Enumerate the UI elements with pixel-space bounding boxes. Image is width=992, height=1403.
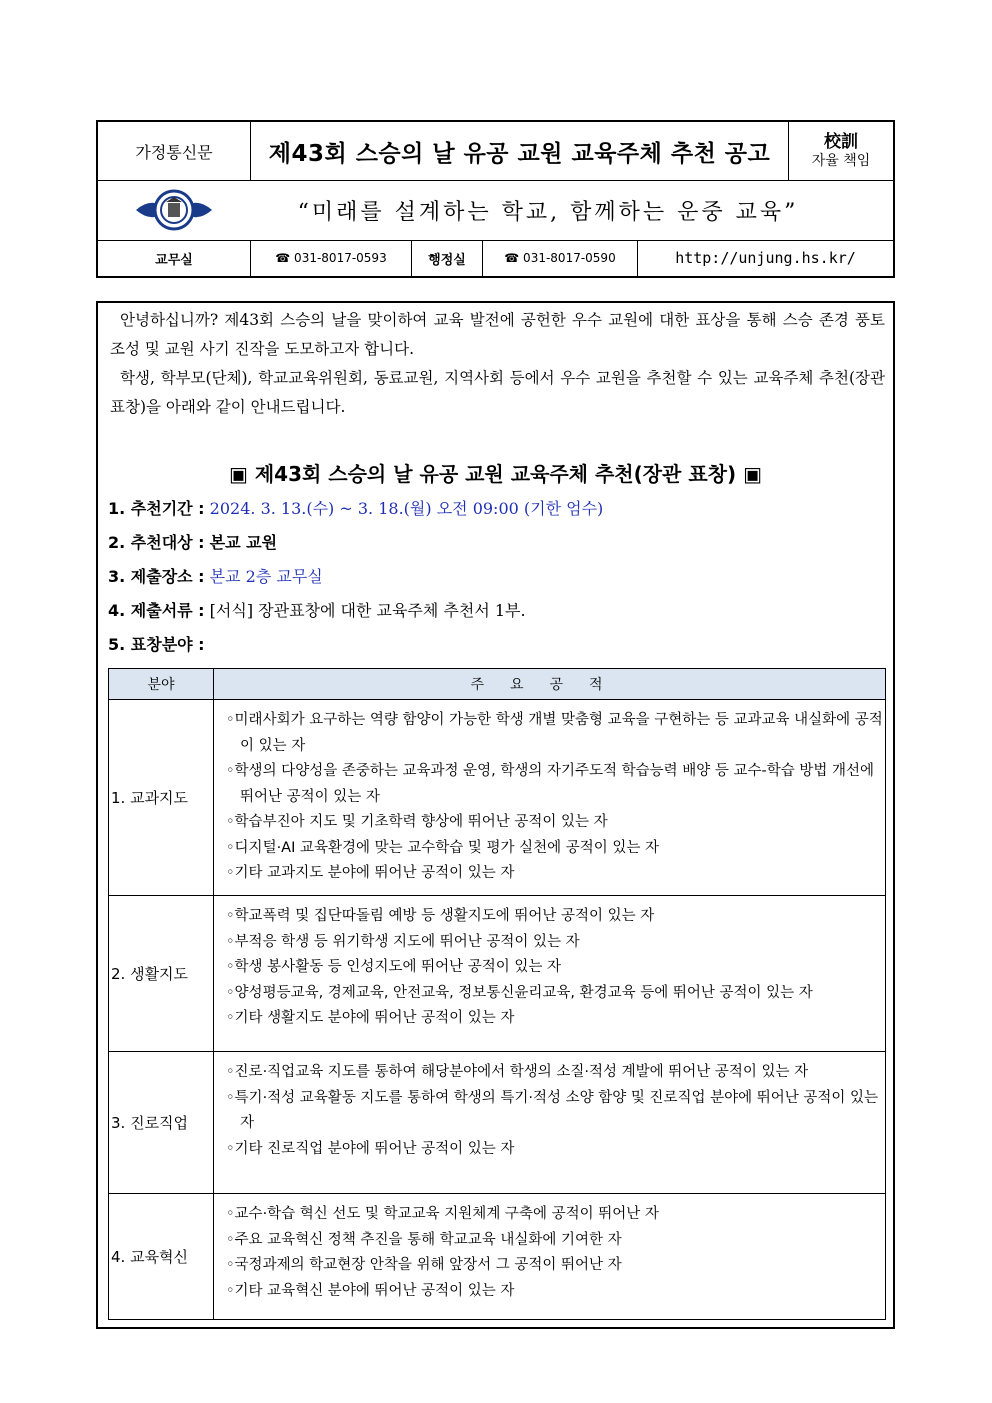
- item-place-value: 본교 2층 교무실: [209, 567, 323, 586]
- item-target: [108, 530, 277, 553]
- section-title: ▣ 제43회 스승의 날 유공 교원 교육주체 추천(장관 표창) ▣: [229, 462, 762, 486]
- item-field: [108, 632, 205, 655]
- row-items: [214, 1052, 886, 1194]
- list-item: ◦부적응 학생 등 위기학생 지도에 뛰어난 공적이 있는 자: [226, 933, 580, 950]
- list-item: ◦학습부진아 지도 및 기초학력 향상에 뛰어난 공적이 있는 자: [226, 814, 608, 830]
- row-category: 2. 생활지도: [109, 896, 214, 1052]
- table-row: [109, 896, 886, 1052]
- item-documents-label: 4. 제출서류 :: [108, 601, 205, 620]
- table-header-row: [109, 669, 886, 700]
- table-row: [109, 1052, 886, 1194]
- list-item: ◦학생의 다양성을 존중하는 교육과정 운영, 학생의 자기주도적 학습능력 배양 등 교수-학습 방법 개선에 뛰어난 공적이 있는 자: [226, 763, 874, 805]
- row-items: [214, 700, 886, 896]
- school-slogan: “미래를 설계하는 학교, 함께하는 운중 교육”: [297, 199, 799, 225]
- list-item: ◦학생 봉사활동 등 인성지도에 뛰어난 공적이 있는 자: [226, 959, 561, 975]
- header-title-row: [98, 122, 893, 181]
- table-row: [109, 700, 886, 896]
- intro-paragraph-1: 안녕하십니까? 제43회 스승의 날을 맞이하여 교육 발전에 공헌한 우수 교원에 대한 표상을 통해 스승 존경 풍토 조성 및 교원 사기 진작을 도모하고자 합니다.: [110, 311, 885, 358]
- row-category: 3. 진로직업: [109, 1052, 214, 1194]
- school-url-link[interactable]: http://unjung.hs.kr/: [675, 249, 856, 267]
- list-item: ◦주요 교육혁신 정책 추진을 통해 학교교육 내실화에 기여한 자: [226, 1231, 622, 1248]
- newsletter-type-label: 가정통신문: [98, 122, 251, 180]
- list-item: ◦기타 생활지도 분야에 뛰어난 공적이 있는 자: [226, 1010, 515, 1026]
- dept1-label: 교무실: [98, 240, 251, 276]
- list-item: ◦진로·직업교육 지도를 통하여 해당분야에서 학생의 소질·적성 계발에 뛰어난 공적이 있는 자: [226, 1064, 809, 1080]
- table-header-field: 분야: [109, 669, 214, 700]
- header-slogan-row: [98, 180, 893, 241]
- list-item: ◦기타 교육혁신 분야에 뛰어난 공적이 있는 자: [226, 1282, 515, 1299]
- row-category: 1. 교과지도: [109, 700, 214, 896]
- school-logo-icon: [132, 188, 216, 232]
- row-items: [214, 1194, 886, 1320]
- item-place: [108, 564, 323, 587]
- header-contact-row: [98, 240, 893, 276]
- page-title: 제43회 스승의 날 유공 교원 교육주체 추천 공고: [251, 122, 789, 180]
- motto-heading: 校訓: [824, 131, 858, 152]
- award-fields-table: [108, 668, 886, 1320]
- item-period-value: 2024. 3. 13.(수) ~ 3. 18.(월) 오전 09:00 (기한 엄수): [209, 499, 604, 518]
- table-header-achievements: 주요공적: [214, 669, 886, 700]
- item-documents: [108, 598, 526, 621]
- item-target-label: 2. 추천대상 :: [108, 533, 205, 552]
- dept1-phone: ☎ 031-8017-0593: [251, 240, 412, 276]
- motto-text: 자율 책임: [811, 152, 871, 169]
- list-item: ◦기타 진로직업 분야에 뛰어난 공적이 있는 자: [226, 1140, 515, 1157]
- dept2-label: 행정실: [412, 240, 483, 276]
- intro-paragraph-2: 학생, 학부모(단체), 학교교육위원회, 동료교원, 지역사회 등에서 우수 교원을 추천할 수 있는 교육주체 추천(장관 표창)을 아래와 같이 안내드립니다.: [110, 369, 885, 416]
- list-item: ◦기타 교과지도 분야에 뛰어난 공적이 있는 자: [226, 865, 515, 881]
- item-target-value: 본교 교원: [209, 533, 278, 552]
- school-motto: [789, 122, 893, 180]
- list-item: ◦양성평등교육, 경제교육, 안전교육, 정보통신윤리교육, 환경교육 등에 뛰어난 공적이 있는 자: [226, 984, 813, 1001]
- item-documents-value: [서식] 장관표창에 대한 교육주체 추천서 1부.: [209, 601, 526, 620]
- item-period-label: 1. 추천기간 :: [108, 499, 205, 518]
- row-category: 4. 교육혁신: [109, 1194, 214, 1320]
- list-item: ◦학교폭력 및 집단따돌림 예방 등 생활지도에 뛰어난 공적이 있는 자: [226, 908, 655, 924]
- list-item: ◦미래사회가 요구하는 역량 함양이 가능한 학생 개별 맞춤형 교육을 구현하는 등 교과교육 내실화에 공적이 있는 자: [226, 712, 883, 754]
- list-item: ◦특기·적성 교육활동 지도를 통하여 학생의 특기·적성 소양 함양 및 진로직업 분야에 뛰어난 공적이 있는 자: [226, 1089, 878, 1131]
- table-row: [109, 1194, 886, 1320]
- newsletter-header: [96, 120, 895, 278]
- list-item: ◦교수·학습 혁신 선도 및 학교교육 지원체계 구축에 공적이 뛰어난 자: [226, 1206, 659, 1222]
- row-items: [214, 896, 886, 1052]
- list-item: ◦디지털·AI 교육환경에 맞는 교수학습 및 평가 실천에 공적이 있는 자: [226, 839, 660, 856]
- item-field-label: 5. 표창분야 :: [108, 635, 205, 654]
- notice-body: [96, 301, 895, 1329]
- item-period: [108, 496, 603, 519]
- dept2-phone: ☎ 031-8017-0590: [483, 240, 638, 276]
- item-place-label: 3. 제출장소 :: [108, 567, 205, 586]
- list-item: ◦국정과제의 학교현장 안착을 위해 앞장서 그 공적이 뛰어난 자: [226, 1257, 622, 1273]
